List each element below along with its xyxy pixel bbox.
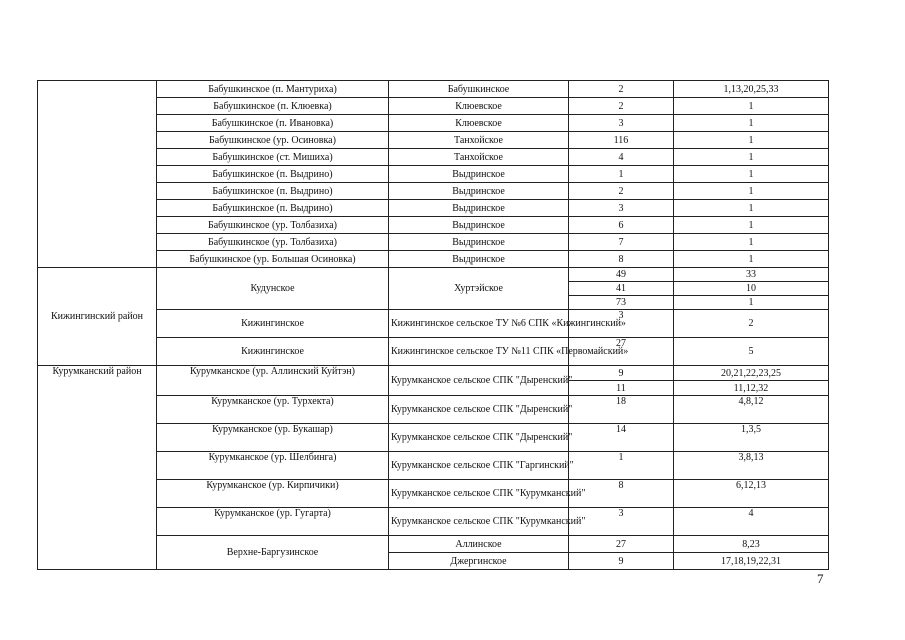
parts-cell: 8,23 [674,536,829,553]
number-cell: 2 [569,81,674,98]
table-row [38,310,829,338]
parts-cell: 1 [674,234,829,251]
parts-cell: 11,12,32 [674,381,829,396]
settlement-cell: Курумканское (ур. Гугарта) [157,508,389,536]
number-cell: 116 [569,132,674,149]
table-row [38,132,829,149]
parts-cell: 1 [674,115,829,132]
site-cell: Аллинское [389,536,569,553]
settlement-cell: Курумканское (ур. Аллинский Куйтэн) [157,366,389,396]
settlement-cell: Верхне-Баргузинское [157,536,389,570]
parts-cell: 4 [674,508,829,536]
parts-cell: 33 [674,268,829,282]
district-cell: Кижингинский район [38,268,157,366]
table-row [38,234,829,251]
settlement-cell: Бабушкинское (п. Выдрино) [157,200,389,217]
number-cell: 27 [569,536,674,553]
number-cell: 2 [569,98,674,115]
number-cell: 41 [569,282,674,296]
site-cell: Танхойское [389,149,569,166]
number-cell: 18 [569,396,674,424]
parts-cell: 1 [674,200,829,217]
parts-cell: 5 [674,338,829,366]
table-body [38,81,829,570]
parts-cell: 10 [674,282,829,296]
site-cell: Танхойское [389,132,569,149]
number-cell: 8 [569,251,674,268]
parts-cell: 1,13,20,25,33 [674,81,829,98]
site-cell: Курумканское сельское СПК "Дыренский" [389,424,569,452]
parts-cell: 20,21,22,23,25 [674,366,829,381]
table-row [38,424,829,452]
table-row [38,251,829,268]
settlement-cell: Бабушкинское (п. Мантуриха) [157,81,389,98]
settlement-cell: Кудунское [157,268,389,310]
table-row [38,115,829,132]
parts-cell: 1,3,5 [674,424,829,452]
site-cell: Хуртэйское [389,268,569,310]
number-cell: 11 [569,381,674,396]
number-cell: 7 [569,234,674,251]
table-row [38,536,829,553]
page-number: 7 [817,571,824,586]
site-cell: Выдринское [389,217,569,234]
parts-cell: 1 [674,166,829,183]
table-row [38,149,829,166]
number-cell: 6 [569,217,674,234]
settlement-cell: Курумканское (ур. Букашар) [157,424,389,452]
number-cell: 49 [569,268,674,282]
settlement-cell: Бабушкинское (ур. Толбазиха) [157,217,389,234]
table-row [38,366,829,381]
district-cell: Курумканский район [38,366,157,570]
table-row [38,217,829,234]
number-cell: 14 [569,424,674,452]
parts-cell: 17,18,19,22,31 [674,553,829,570]
parts-cell: 1 [674,251,829,268]
site-cell: Клюевское [389,98,569,115]
parts-cell: 1 [674,217,829,234]
table-row [38,396,829,424]
site-cell: Выдринское [389,183,569,200]
table-row [38,268,829,282]
site-cell: Курумканское сельское СПК "Курумканский" [389,508,569,536]
settlement-cell: Бабушкинское (ур. Толбазиха) [157,234,389,251]
parts-cell: 1 [674,183,829,200]
parts-cell: 6,12,13 [674,480,829,508]
site-cell: Курумканское сельское СПК "Гаргинский" [389,452,569,480]
table-row [38,480,829,508]
parts-cell: 1 [674,296,829,310]
table-row [38,98,829,115]
number-cell: 2 [569,183,674,200]
parts-cell: 2 [674,310,829,338]
site-cell: Джергинское [389,553,569,570]
site-cell: Выдринское [389,251,569,268]
site-cell: Клюевское [389,115,569,132]
site-cell: Кижингинское сельское ТУ №11 СПК «Первомайский» [389,338,569,366]
parts-cell: 1 [674,149,829,166]
settlement-cell: Кижингинское [157,338,389,366]
site-cell: Курумканское сельское СПК "Дыренский" [389,366,569,396]
number-cell: 9 [569,553,674,570]
site-cell: Бабушкинское [389,81,569,98]
settlement-cell: Курумканское (ур. Турхекта) [157,396,389,424]
settlement-cell: Бабушкинское (ур. Осиновка) [157,132,389,149]
table-row [38,338,829,366]
settlement-cell: Бабушкинское (п. Клюевка) [157,98,389,115]
table-row [38,183,829,200]
number-cell: 1 [569,452,674,480]
number-cell: 3 [569,310,674,338]
table-row [38,81,829,98]
number-cell: 3 [569,200,674,217]
site-cell: Курумканское сельское СПК "Дыренский" [389,396,569,424]
table-row [38,166,829,183]
table-row [38,508,829,536]
parts-cell: 3,8,13 [674,452,829,480]
parts-cell: 1 [674,98,829,115]
settlement-cell: Бабушкинское (ур. Большая Осиновка) [157,251,389,268]
number-cell: 1 [569,166,674,183]
number-cell: 4 [569,149,674,166]
parts-cell: 4,8,12 [674,396,829,424]
table-row [38,200,829,217]
settlement-cell: Бабушкинское (п. Выдрино) [157,183,389,200]
table-row [38,452,829,480]
site-cell: Кижингинское сельское ТУ №6 СПК «Кижингинский» [389,310,569,338]
number-cell: 3 [569,115,674,132]
parts-cell: 1 [674,132,829,149]
district-cell [38,81,157,268]
settlement-cell: Курумканское (ур. Шелбинга) [157,452,389,480]
settlement-cell: Бабушкинское (п. Ивановка) [157,115,389,132]
site-cell: Выдринское [389,234,569,251]
settlement-cell: Бабушкинское (ст. Мишиха) [157,149,389,166]
site-cell: Выдринское [389,200,569,217]
number-cell: 73 [569,296,674,310]
settlement-cell: Курумканское (ур. Кирпичики) [157,480,389,508]
site-cell: Выдринское [389,166,569,183]
number-cell: 3 [569,508,674,536]
number-cell: 8 [569,480,674,508]
settlement-cell: Бабушкинское (п. Выдрино) [157,166,389,183]
land-plots-table [37,80,829,570]
site-cell: Курумканское сельское СПК "Курумканский" [389,480,569,508]
number-cell: 9 [569,366,674,381]
settlement-cell: Кижингинское [157,310,389,338]
number-cell: 27 [569,338,674,366]
